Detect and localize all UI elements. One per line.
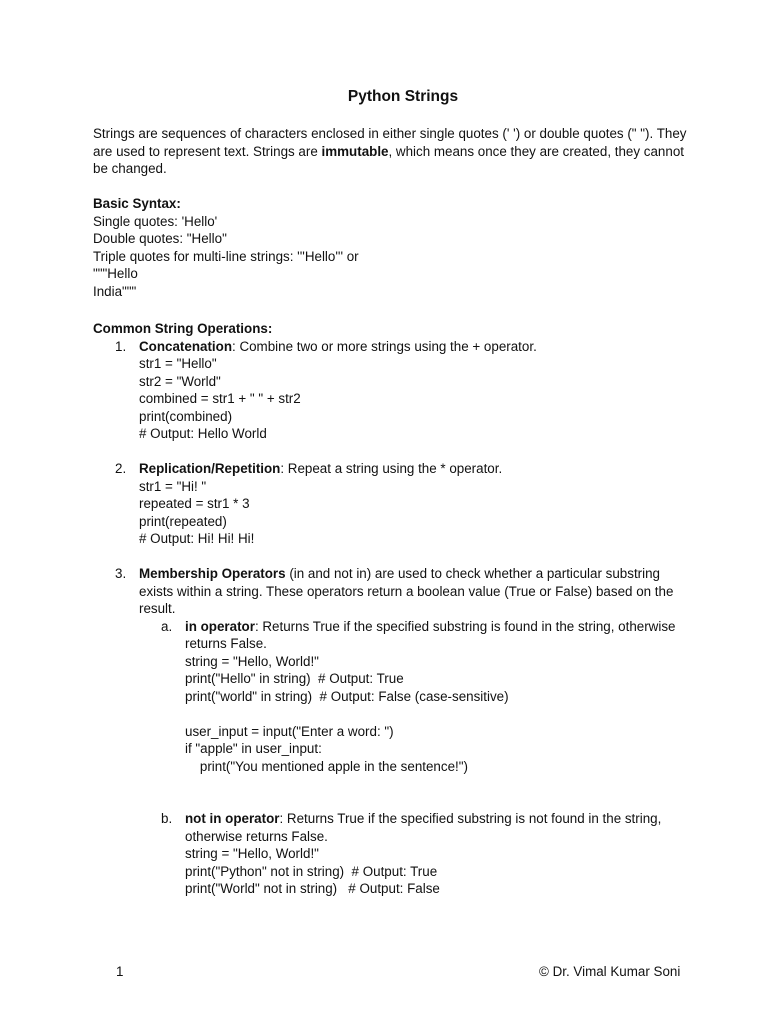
in-operator-desc-line: returns False. [185, 636, 267, 651]
not-in-operator-desc-line: otherwise returns False. [185, 828, 328, 844]
intro-text: are used to represent text. Strings are [93, 143, 322, 159]
not-in-operator-desc: : Returns True if the specified substring is not found in the string, [279, 811, 662, 826]
code-line: print("Python" not in string) # Output: True [185, 863, 438, 879]
code-line: print(combined) [139, 408, 233, 424]
not-in-operator-title: not in operator [185, 811, 280, 826]
replication-title: Replication/Repetition [139, 461, 281, 476]
code-line: if "apple" in user_input: [185, 741, 322, 756]
code-line: string = "Hello, World!" [185, 846, 319, 861]
code-line: print("World" not in string) # Output: False [185, 881, 440, 896]
basic-syntax-section [93, 195, 733, 300]
in-operator-desc: : Returns True if the specified substring is found in the string, otherwise [254, 618, 676, 634]
intro-line-2 [93, 143, 733, 161]
code-line: print("You mentioned apple in the sentence!") [185, 758, 468, 774]
page-number: 1 [116, 964, 124, 979]
code-line: str1 = "Hello" [139, 356, 217, 371]
code-line: print("world" in string) # Output: False (case-sensitive) [185, 688, 509, 704]
syntax-line: Triple quotes for multi-line strings: '''Hello''' or [93, 248, 359, 264]
code-line: user_input = input("Enter a word: ") [185, 723, 394, 739]
syntax-line: Double quotes: "Hello" [93, 231, 227, 246]
syntax-line: India""" [93, 283, 137, 299]
intro-line-3: be changed. [93, 161, 167, 176]
syntax-line: """Hello [93, 266, 138, 281]
page-title: Python Strings [347, 88, 459, 105]
membership-desc-line: result. [139, 601, 176, 616]
list-number: 3. [115, 566, 127, 581]
code-line: combined = str1 + " " + str2 [139, 391, 301, 406]
immutable-keyword: immutable [321, 143, 389, 159]
membership-title: Membership Operators [139, 566, 286, 581]
code-line: str1 = "Hi! " [139, 478, 207, 494]
replication-desc: : Repeat a string using the * operator. [280, 461, 503, 476]
code-line: str2 = "World" [139, 373, 221, 389]
in-operator-item [139, 618, 733, 776]
operations-section [93, 320, 733, 898]
code-line: print("Hello" in string) # Output: True [185, 671, 404, 686]
list-number: 1. [115, 338, 127, 354]
code-line: # Output: Hello World [139, 426, 267, 441]
author-credit: © Dr. Vimal Kumar Soni [539, 964, 681, 979]
membership-item [93, 565, 733, 898]
code-line: string = "Hello, World!" [185, 653, 319, 669]
intro-line-1: Strings are sequences of characters enclosed in either single quotes (' ') or double quotes (" "). They [93, 126, 687, 141]
not-in-operator-item [139, 810, 733, 898]
concatenation-title: Concatenation [139, 338, 232, 354]
concatenation-item [93, 338, 733, 443]
code-line: print(repeated) [139, 513, 227, 529]
syntax-line: Single quotes: 'Hello' [93, 213, 218, 229]
code-line: repeated = str1 * 3 [139, 496, 250, 511]
basic-syntax-heading: Basic Syntax: [93, 196, 181, 211]
membership-desc-line: exists within a string. These operators return a boolean value (True or False) based on the [139, 583, 674, 599]
intro-text: , which means once they are created, they cannot [388, 143, 684, 159]
list-letter: b. [161, 811, 173, 826]
membership-desc: (in and not in) are used to check whether a particular substring [285, 566, 660, 581]
in-operator-title: in operator [185, 618, 255, 634]
list-number: 2. [115, 461, 127, 476]
code-line: # Output: Hi! Hi! Hi! [139, 531, 255, 546]
operations-heading: Common String Operations: [93, 321, 273, 336]
list-letter: a. [161, 618, 173, 634]
concatenation-desc: : Combine two or more strings using the + operator. [232, 338, 537, 354]
replication-item [93, 460, 733, 548]
intro-paragraph [93, 125, 733, 178]
